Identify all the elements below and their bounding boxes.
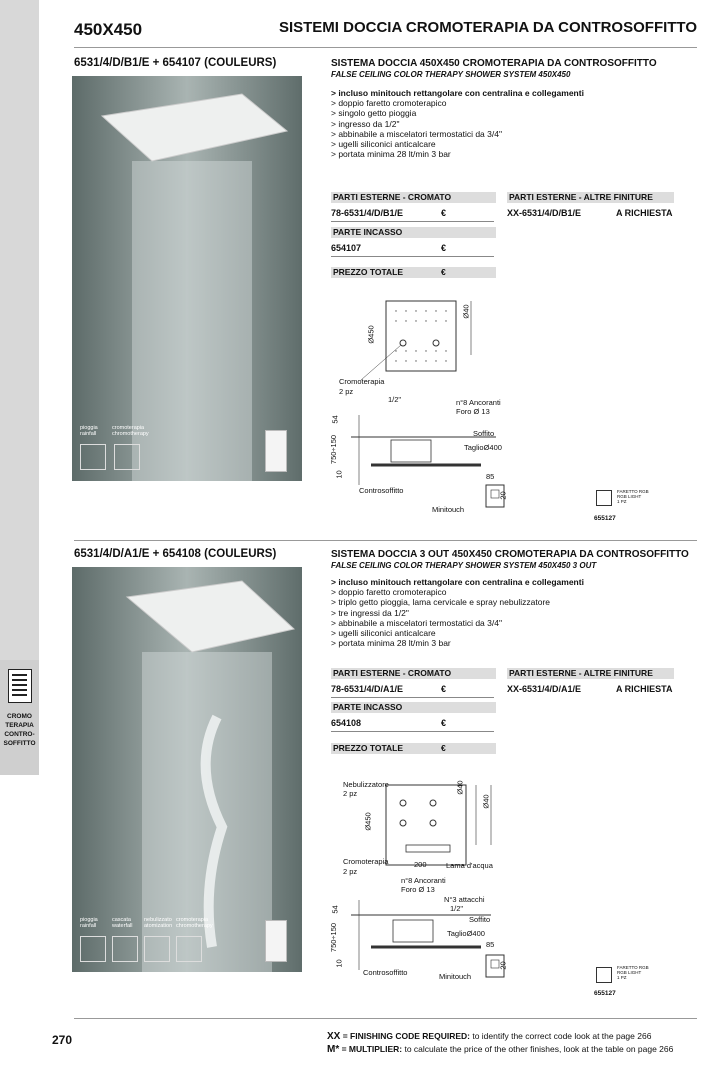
divider <box>74 47 697 48</box>
currency: € <box>441 684 447 694</box>
product-code-title: 6531/4/D/B1/E + 654107 (COULEURS) <box>74 57 277 69</box>
feature-badges <box>80 425 149 437</box>
incasso-code: 654108 <box>331 718 362 728</box>
feature-list: > incluso minitouch rettangolare con centralina e collegamenti > doppio faretto cromoterapico > singolo getto pioggia > ingresso da 1/2" > abbinabile a miscelatori termostatici da 3/4" > ugelli siliconici anticalcare > portata minima 28 lt/min 3 bar <box>331 88 584 160</box>
accessory-code: 655127 <box>594 515 616 522</box>
other-code: XX-6531/4/D/A1/E <box>507 684 582 694</box>
waterfall-icon <box>112 936 138 962</box>
divider <box>331 697 494 698</box>
technical-drawing: Ø450 Ø40 Cromoterapia 2 pz 1/2" n°8 Ancoranti Foro Ø 13 Soffito TaglioØ400 54 750÷150 10 85 20 Controsoffitto Minitouch <box>331 295 541 520</box>
accessory-code: 655127 <box>594 990 616 997</box>
product-photo <box>72 76 302 481</box>
sidebar-label: CROMO TERAPIA CONTRO- SOFFITTO <box>3 713 36 747</box>
system-subtitle: FALSE CEILING COLOR THERAPY SHOWER SYSTEM 450X450 3 OUT <box>331 561 597 570</box>
page-number: 270 <box>52 1033 73 1047</box>
page-title: SISTEMI DOCCIA CROMOTERAPIA DA CONTROSOFFITTO <box>278 19 697 36</box>
divider <box>74 540 697 541</box>
chrome-code: 78-6531/4/D/A1/E <box>331 684 404 694</box>
badge-atomization: nebulizzato atomization <box>144 917 173 929</box>
accessory-desc: FARETTO RGB RGB LIGHT 1 PZ <box>617 965 649 980</box>
other-code: XX-6531/4/D/B1/E <box>507 208 582 218</box>
badge-waterfall: cascata waterfall <box>112 917 133 929</box>
divider <box>74 1018 697 1019</box>
chromotherapy-icon <box>114 444 140 470</box>
price-header-total: PREZZO TOTALE € <box>331 267 496 278</box>
chrome-code: 78-6531/4/D/B1/E <box>331 208 404 218</box>
minitouch-panel-image <box>265 920 287 962</box>
price-header-other: PARTI ESTERNE - ALTRE FINITURE <box>507 192 674 203</box>
minitouch-panel-image <box>265 430 287 472</box>
shower-head-icon <box>8 669 32 703</box>
rainfall-icon <box>80 936 106 962</box>
badge-rainfall: pioggia rainfall <box>80 917 98 929</box>
price-header-chrome: PARTI ESTERNE - CROMATO <box>331 668 496 679</box>
rgb-light-icon <box>596 490 612 506</box>
badge-chromotherapy: cromoterapia chromotherapy <box>112 425 149 437</box>
badge-chromotherapy: cromoterapia chromotherapy <box>176 917 213 929</box>
currency: € <box>441 718 447 728</box>
sidebar <box>0 0 39 775</box>
currency: € <box>441 243 447 253</box>
rgb-light-icon <box>596 967 612 983</box>
footer-note-multiplier: M* = MULTIPLIER: to calculate the price of the other finishes, look at the table on page 266 <box>327 1044 674 1055</box>
price-header-other: PARTI ESTERNE - ALTRE FINITURE <box>507 668 674 679</box>
price-header-incasso: PARTE INCASSO <box>331 702 496 713</box>
system-subtitle: FALSE CEILING COLOR THERAPY SHOWER SYSTEM 450X450 <box>331 70 571 79</box>
badge-rainfall: pioggia rainfall <box>80 425 98 437</box>
chromotherapy-icon <box>176 936 202 962</box>
price-header-incasso: PARTE INCASSO <box>331 227 496 238</box>
price-header-chrome: PARTI ESTERNE - CROMATO <box>331 192 496 203</box>
price-header-total: PREZZO TOTALE € <box>331 743 496 754</box>
rainfall-icon <box>80 444 106 470</box>
accessory-desc: FARETTO RGB RGB LIGHT 1 PZ <box>617 489 649 504</box>
incasso-code: 654107 <box>331 243 362 253</box>
product-code-title: 6531/4/D/A1/E + 654108 (COULEURS) <box>74 548 277 560</box>
currency: € <box>441 208 447 218</box>
system-title: SISTEMA DOCCIA 3 OUT 450X450 CROMOTERAPIA DA CONTROSOFFITTO <box>331 549 689 560</box>
atomization-icon <box>144 936 170 962</box>
page-category: 450X450 <box>74 20 143 39</box>
divider <box>331 221 494 222</box>
product-photo <box>72 567 302 972</box>
divider <box>331 256 494 257</box>
on-request: A RICHIESTA <box>616 208 673 218</box>
on-request: A RICHIESTA <box>616 684 673 694</box>
footer-note-xx: XX = FINISHING CODE REQUIRED: to identify the correct code look at the page 266 <box>327 1031 652 1042</box>
system-title: SISTEMA DOCCIA 450X450 CROMOTERAPIA DA CONTROSOFFITTO <box>331 58 657 69</box>
feature-list: > incluso minitouch rettangolare con centralina e collegamenti > doppio faretto cromoterapico > triplo getto pioggia, lama cervicale e spray nebulizzatore > tre ingressi da 1/2" > abbinabile a miscelatori termostatici da 3/4" > ugelli siliconici anticalcare > portata minima 28 lt/min 3 bar <box>331 577 584 649</box>
technical-drawing: Nebulizzatore 2 pz Ø450 Ø40 Ø40 Cromoterapia 2 pz 200 Lama d'acqua n°8 Ancoranti Foro Ø 13 N°3 attacchi 1/2" Soffito TaglioØ400 54 750÷150 10 85 20 Controsoffitto Minitouch <box>329 780 508 981</box>
feature-badges <box>80 917 213 929</box>
divider <box>331 731 494 732</box>
